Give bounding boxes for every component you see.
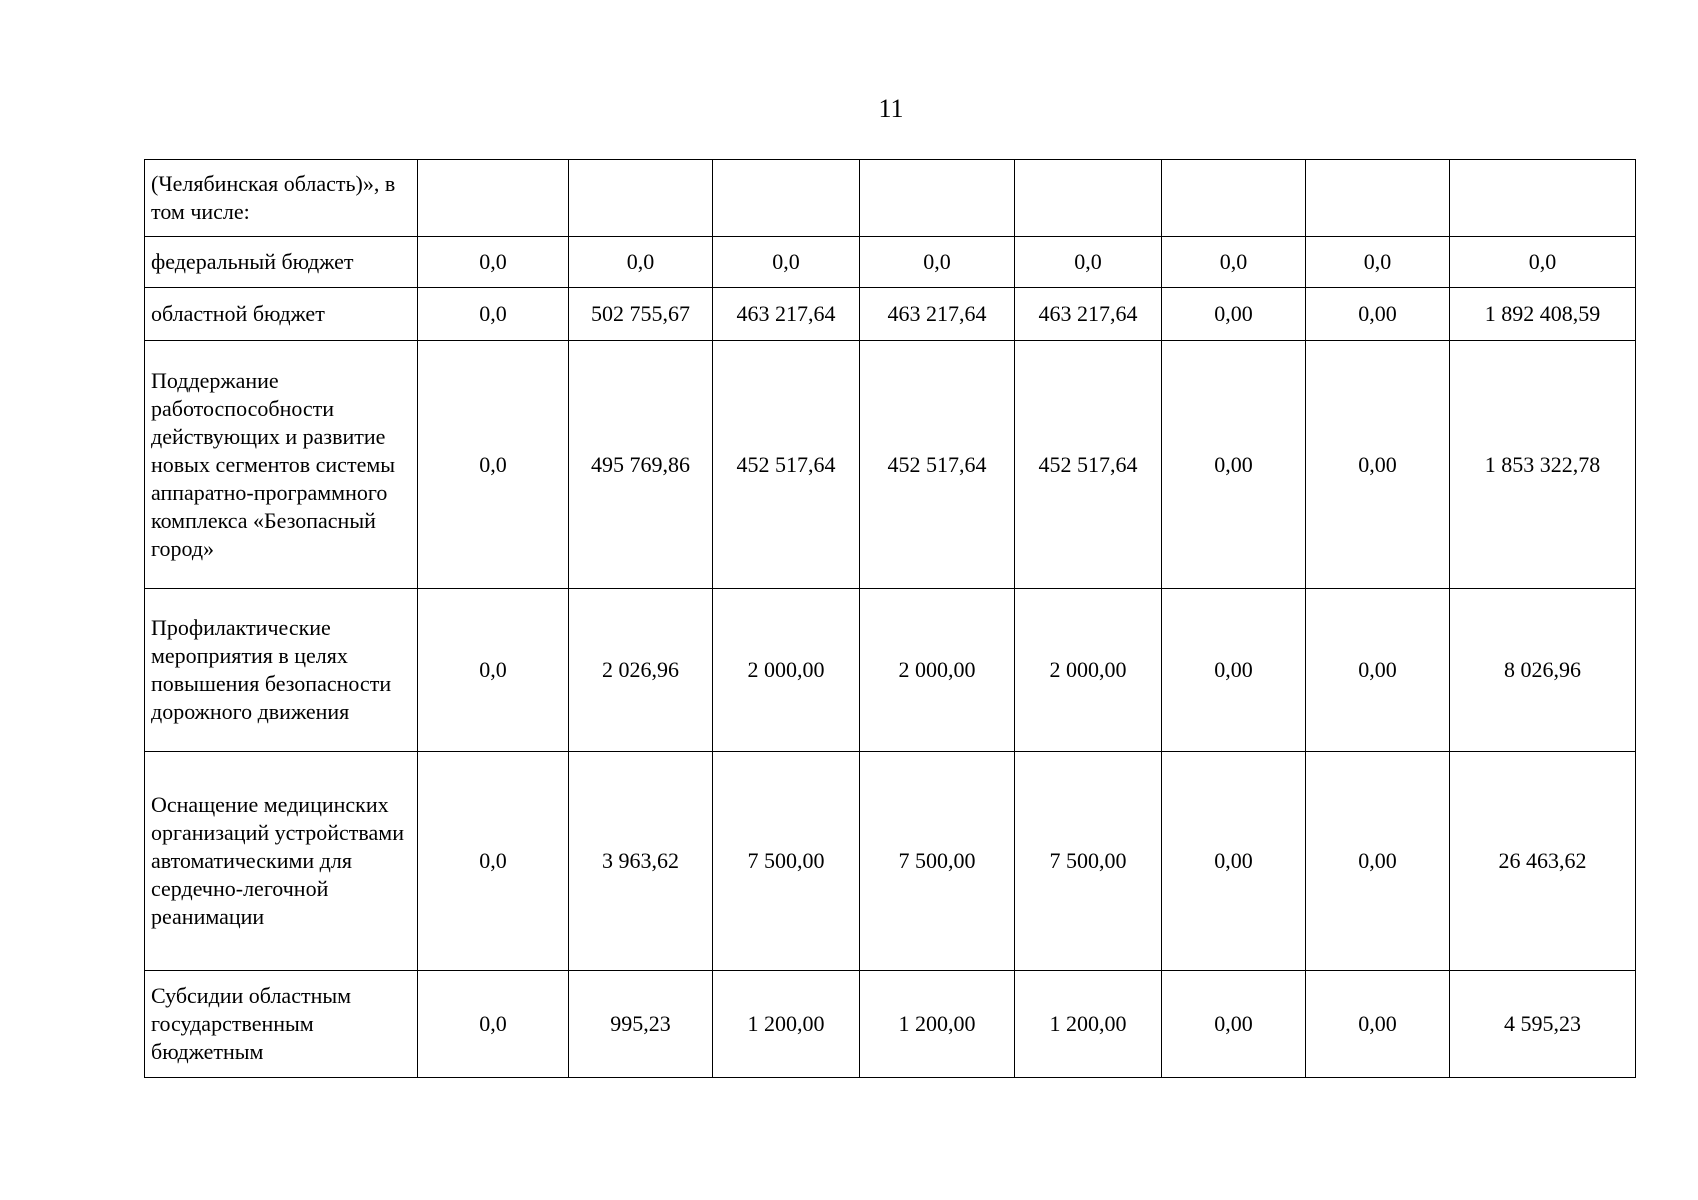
value-cell: 2 026,96 [569,589,713,752]
value-cell: 0,0 [418,971,569,1078]
value-cell: 0,00 [1306,971,1450,1078]
value-cell [1306,160,1450,237]
value-cell [569,160,713,237]
value-cell: 452 517,64 [860,341,1015,589]
value-cell: 0,00 [1306,288,1450,341]
value-cell: 2 000,00 [860,589,1015,752]
value-cell: 0,00 [1306,752,1450,971]
value-cell: 463 217,64 [1015,288,1162,341]
table-row [145,971,1636,1078]
value-cell: 0,0 [418,288,569,341]
row-label: Субсидии областным государственным бюджетным [145,971,418,1078]
row-label: Профилактические мероприятия в целях повышения безопасности дорожного движения [145,589,418,752]
value-cell: 4 595,23 [1450,971,1636,1078]
value-cell: 0,0 [1015,237,1162,288]
table-row [145,237,1636,288]
value-cell: 2 000,00 [713,589,860,752]
value-cell: 0,00 [1162,971,1306,1078]
value-cell [418,160,569,237]
value-cell: 463 217,64 [713,288,860,341]
row-label: Поддержание работоспособности действующих и развитие новых сегментов системы аппаратно-программного комплекса «Безопасный город» [145,341,418,589]
value-cell: 1 853 322,78 [1450,341,1636,589]
value-cell: 452 517,64 [1015,341,1162,589]
row-label: (Челябинская область)», в том числе: [145,160,418,237]
value-cell: 495 769,86 [569,341,713,589]
value-cell: 0,0 [418,752,569,971]
table-row [145,160,1636,237]
value-cell [713,160,860,237]
value-cell: 0,0 [860,237,1015,288]
value-cell: 0,00 [1162,288,1306,341]
value-cell: 7 500,00 [713,752,860,971]
table-row [145,589,1636,752]
value-cell: 0,0 [569,237,713,288]
value-cell: 3 963,62 [569,752,713,971]
value-cell: 1 892 408,59 [1450,288,1636,341]
value-cell [860,160,1015,237]
row-label: Оснащение медицинских организаций устройствами автоматическими для сердечно-легочной реанимации [145,752,418,971]
row-label: областной бюджет [145,288,418,341]
value-cell [1450,160,1636,237]
value-cell: 1 200,00 [1015,971,1162,1078]
page-number: 11 [878,94,904,123]
value-cell: 502 755,67 [569,288,713,341]
table-row [145,288,1636,341]
value-cell: 0,00 [1306,589,1450,752]
value-cell: 0,0 [418,237,569,288]
value-cell: 0,0 [418,341,569,589]
table-row [145,752,1636,971]
budget-table [144,159,1636,1078]
value-cell: 8 026,96 [1450,589,1636,752]
value-cell: 0,0 [713,237,860,288]
value-cell: 995,23 [569,971,713,1078]
value-cell: 0,00 [1162,752,1306,971]
value-cell: 0,00 [1306,341,1450,589]
value-cell: 0,0 [418,589,569,752]
value-cell: 452 517,64 [713,341,860,589]
value-cell: 0,0 [1450,237,1636,288]
row-label: федеральный бюджет [145,237,418,288]
value-cell: 7 500,00 [860,752,1015,971]
value-cell: 1 200,00 [713,971,860,1078]
value-cell: 0,0 [1306,237,1450,288]
table-row [145,341,1636,589]
value-cell: 0,00 [1162,589,1306,752]
value-cell: 0,00 [1162,341,1306,589]
value-cell: 0,0 [1162,237,1306,288]
value-cell: 7 500,00 [1015,752,1162,971]
value-cell [1162,160,1306,237]
value-cell: 1 200,00 [860,971,1015,1078]
value-cell: 2 000,00 [1015,589,1162,752]
value-cell: 26 463,62 [1450,752,1636,971]
value-cell: 463 217,64 [860,288,1015,341]
value-cell [1015,160,1162,237]
